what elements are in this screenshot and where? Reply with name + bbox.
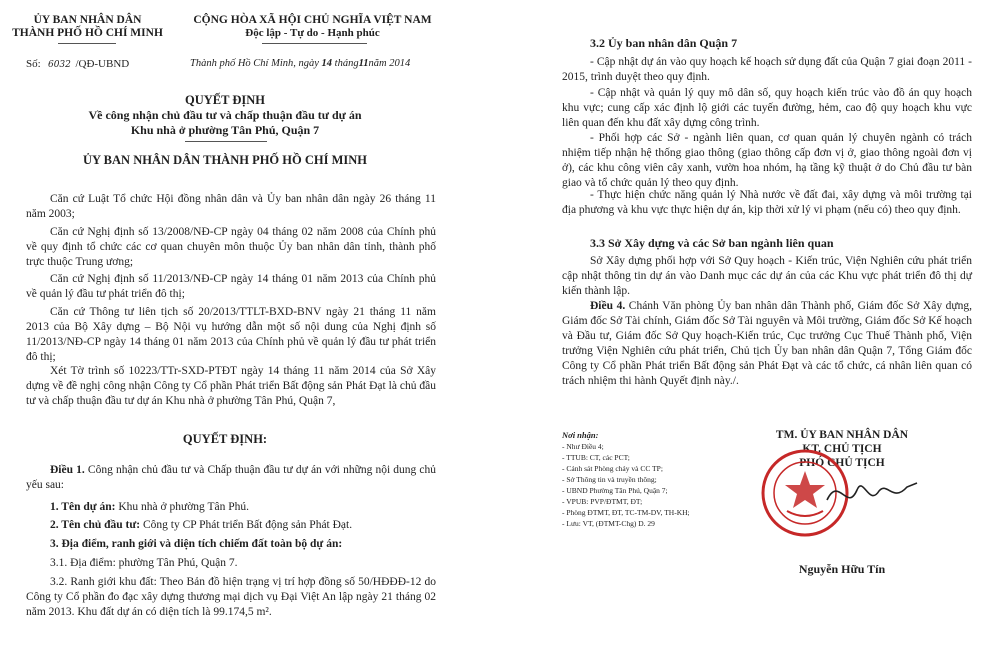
decision-heading: QUYẾT ĐỊNH: (182, 432, 268, 446)
state-header (180, 14, 445, 40)
item-3-2: 3.2. Ranh giới khu đất: Theo Bản đồ hiện trạng vị trí hợp đồng số 50/HĐĐĐ-12 do Công ty Cổ phần đo đạc xây dựng thương mại dịch vụ Đại Việt An lập ngày 21 tháng 02 năm 2013. Khu đất dự án có diện tích là 99.174,5 m². (26, 576, 436, 618)
title-underline (185, 141, 267, 142)
official-seal-and-signature (757, 445, 957, 545)
handwritten-month: 11 (358, 58, 369, 69)
handwritten-number: 6032 (47, 60, 71, 70)
section-3-3-heading: 3.3 Sở Xây dựng và các Sở ban ngành liên quan (590, 236, 834, 250)
sign-line-1: TM. ỦY BAN NHÂN DÂN (775, 429, 909, 441)
item-2 (50, 518, 440, 533)
month-label: tháng (334, 58, 359, 69)
signer-name: Nguyễn Hữu Tín (798, 562, 886, 576)
number-label: Số: (26, 58, 41, 70)
state-line1: CỘNG HÒA XÃ HỘI CHỦ NGHĨA VIỆT NAM (193, 14, 432, 26)
item-3-heading: 3. Địa điểm, ranh giới và diện tích chiếm đất toàn bộ dự án: (50, 538, 343, 550)
issuer-heading: ỦY BAN NHÂN DÂN THÀNH PHỐ HỒ CHÍ MINH (82, 153, 368, 167)
section-3-2-item-1: - Cập nhật dự án vào quy hoạch kế hoạch sử dụng đất của Quận 7 giai đoạn 2011 - 2015, trình duyệt theo quy định. (562, 56, 972, 83)
recipients-list (562, 430, 762, 529)
sign-line-2: KT. CHỦ TỊCH (802, 443, 882, 455)
preamble-paragraph-4: Căn cứ Thông tư liên tịch số 20/2013/TTLT-BXD-BNV ngày 21 tháng 11 năm 2013 của Bộ Xây dựng – Bộ Nội vụ hướng dẫn một số nội dung của Nghị định số 11/2013/NĐ-CP ngày 14 tháng 01 năm 2013 của Chính phủ về quản lý đầu tư phát triển đô thị; (26, 306, 436, 363)
recipient-7: - Phòng ĐTMT, ĐT, TC-TM-DV, TH-KH; (562, 508, 690, 517)
right-page (532, 0, 993, 650)
recipient-6: - VPUB: PVP/ĐTMT, ĐT; (562, 497, 643, 506)
seal-emblem-base (787, 511, 823, 516)
item-1-label: 1. Tên dự án: (50, 501, 116, 513)
recipient-3: - Cảnh sát Phòng cháy và CC TP; (562, 464, 663, 473)
item-1-value: Khu nhà ở phường Tân Phú. (118, 501, 249, 513)
decision-title: QUYẾT ĐỊNH (185, 93, 265, 107)
authority-header (0, 14, 175, 40)
preamble-paragraph-2: Căn cứ Nghị định số 13/2008/NĐ-CP ngày 04 tháng 02 năm 2008 của Chính phủ về quy định tổ chức các cơ quan chuyên môn thuộc Ủy ban nhân dân tỉnh, thành phố trực thuộc Trung ương; (26, 226, 436, 268)
section-3-2-item-3: - Phối hợp các Sở - ngành liên quan, cơ quan quản lý chuyên ngành có trách nhiệm tiếp nhận hệ thống giao thông (giao thông cấp đơn vị ở, giao thông ngoài đơn vị ở), các khu công viên cây xanh, vườn hoa nhóm, hạ tầng kỹ thuật ở do Chủ đầu tư bàn giao và tổ chức quản lý theo quy định. (562, 132, 972, 189)
handwritten-day: 14 (321, 58, 333, 69)
item-3-1: 3.1. Địa điểm: phường Tân Phú, Quận 7. (50, 557, 238, 569)
recipient-1: - Như Điều 4; (562, 442, 604, 451)
place-date (190, 58, 410, 69)
item-2-value: Công ty CP Phát triển Bất động sản Phát Đạt. (142, 519, 353, 531)
article-1-label: Điều 1. (50, 464, 85, 476)
item-1 (50, 500, 440, 515)
article-4 (562, 299, 972, 389)
article-4-label: Điều 4. (590, 300, 626, 312)
seal-emblem-star (785, 471, 825, 508)
number-suffix: /QĐ-UBND (75, 58, 130, 70)
section-3-2-heading: 3.2 Ủy ban nhân dân Quận 7 (590, 36, 738, 50)
item-2-label: 2. Tên chủ đầu tư: (50, 519, 141, 531)
authority-underline (58, 43, 116, 44)
state-underline (262, 43, 367, 44)
recipient-8: - Lưu: VT, (ĐTMT-Chg) D. 29 (562, 519, 655, 528)
subtitle-line2: Khu nhà ở phường Tân Phú, Quận 7 (130, 123, 320, 137)
section-3-2-item-4: - Thực hiện chức năng quản lý Nhà nước về đất đai, xây dựng và môi trường tại địa phương và khu vực thực hiện dự án, kịp thời xử lý vi phạm (nếu có) theo quy định. (562, 189, 972, 216)
recipient-4: - Sở Thông tin và truyền thông; (562, 475, 657, 484)
place-date-prefix: Thành phố Hồ Chí Minh, ngày (190, 58, 319, 69)
article-1 (26, 463, 436, 493)
recipient-5: - UBND Phường Tân Phú, Quận 7; (562, 486, 668, 495)
subtitle-line1: Về công nhận chủ đầu tư và chấp thuận đầu tư dự án (88, 108, 362, 122)
decision-subtitle (0, 108, 450, 138)
preamble-paragraph-1: Căn cứ Luật Tổ chức Hội đồng nhân dân và Ủy ban nhân dân ngày 26 tháng 11 năm 2003; (26, 193, 436, 220)
sign-line-3: PHÓ CHỦ TỊCH (799, 457, 885, 469)
authority-line2: THÀNH PHỐ HỒ CHÍ MINH (12, 27, 163, 39)
year-text: năm 2014 (368, 58, 411, 69)
authority-line1: ỦY BAN NHÂN DÂN (33, 14, 142, 26)
article-4-text: Chánh Văn phòng Ủy ban nhân dân Thành phố, Giám đốc Sở Xây dựng, Giám đốc Sở Tài chính, Giám đốc Sở Tài nguyên và Môi trường, Giám đốc Sở Kế hoạch và Đầu tư, Giám đốc Sở Quy hoạch-Kiến trúc, Cục trưởng Cục Thuế Thành phố, Viện trưởng Viện Nghiên cứu phát triển, Chủ tịch Ủy ban nhân dân Quận 7, Tổng Giám đốc Công ty Cổ phần Phát triển Bất động sản Phát Đạt và các tổ chức, cá nhân liên quan có trách nhiệm thi hành Quyết định này./. (562, 300, 973, 387)
section-3-3-text: Sở Xây dựng phối hợp với Sở Quy hoạch - Kiến trúc, Viện Nghiên cứu phát triển cập nhật thông tin dự án vào Danh mục các dự án của các Khu vực phát triển đô thị dự kiến thành lập. (562, 255, 972, 297)
article-1-text: Công nhận chủ đầu tư và Chấp thuận đầu tư dự án với những nội dung chủ yếu sau: (26, 464, 437, 491)
document-number (26, 58, 129, 70)
handwritten-signature (827, 483, 917, 500)
recipients-heading: Nơi nhận: (562, 430, 599, 440)
preamble-paragraph-3: Căn cứ Nghị định số 11/2013/NĐ-CP ngày 14 tháng 01 năm 2013 của Chính phủ về quản lý đầu tư phát triển đô thị; (26, 273, 436, 300)
section-3-2-item-2: - Cập nhật và quản lý quy mô dân số, quy hoạch kiến trúc vào đồ án quy hoạch khu vực; cung cấp xác định lộ giới các tuyến đường, hẻm, cao độ quy hoạch khu vực liên quan đến khu đất xây dựng công trình. (562, 87, 972, 129)
preamble-paragraph-5: Xét Tờ trình số 10223/TTr-SXD-PTĐT ngày 14 tháng 11 năm 2014 của Sở Xây dựng về đề nghị công nhận Công ty Cổ phần Phát triển Bất động sản Phát Đạt là chủ đầu tư và chấp thuận đầu tư dự án Khu nhà ở phường Tân Phú, Quận 7, (26, 365, 436, 407)
recipient-2: - TTUB: CT, các PCT; (562, 453, 630, 462)
state-line2: Độc lập - Tự do - Hạnh phúc (245, 27, 380, 39)
left-page (0, 0, 450, 650)
